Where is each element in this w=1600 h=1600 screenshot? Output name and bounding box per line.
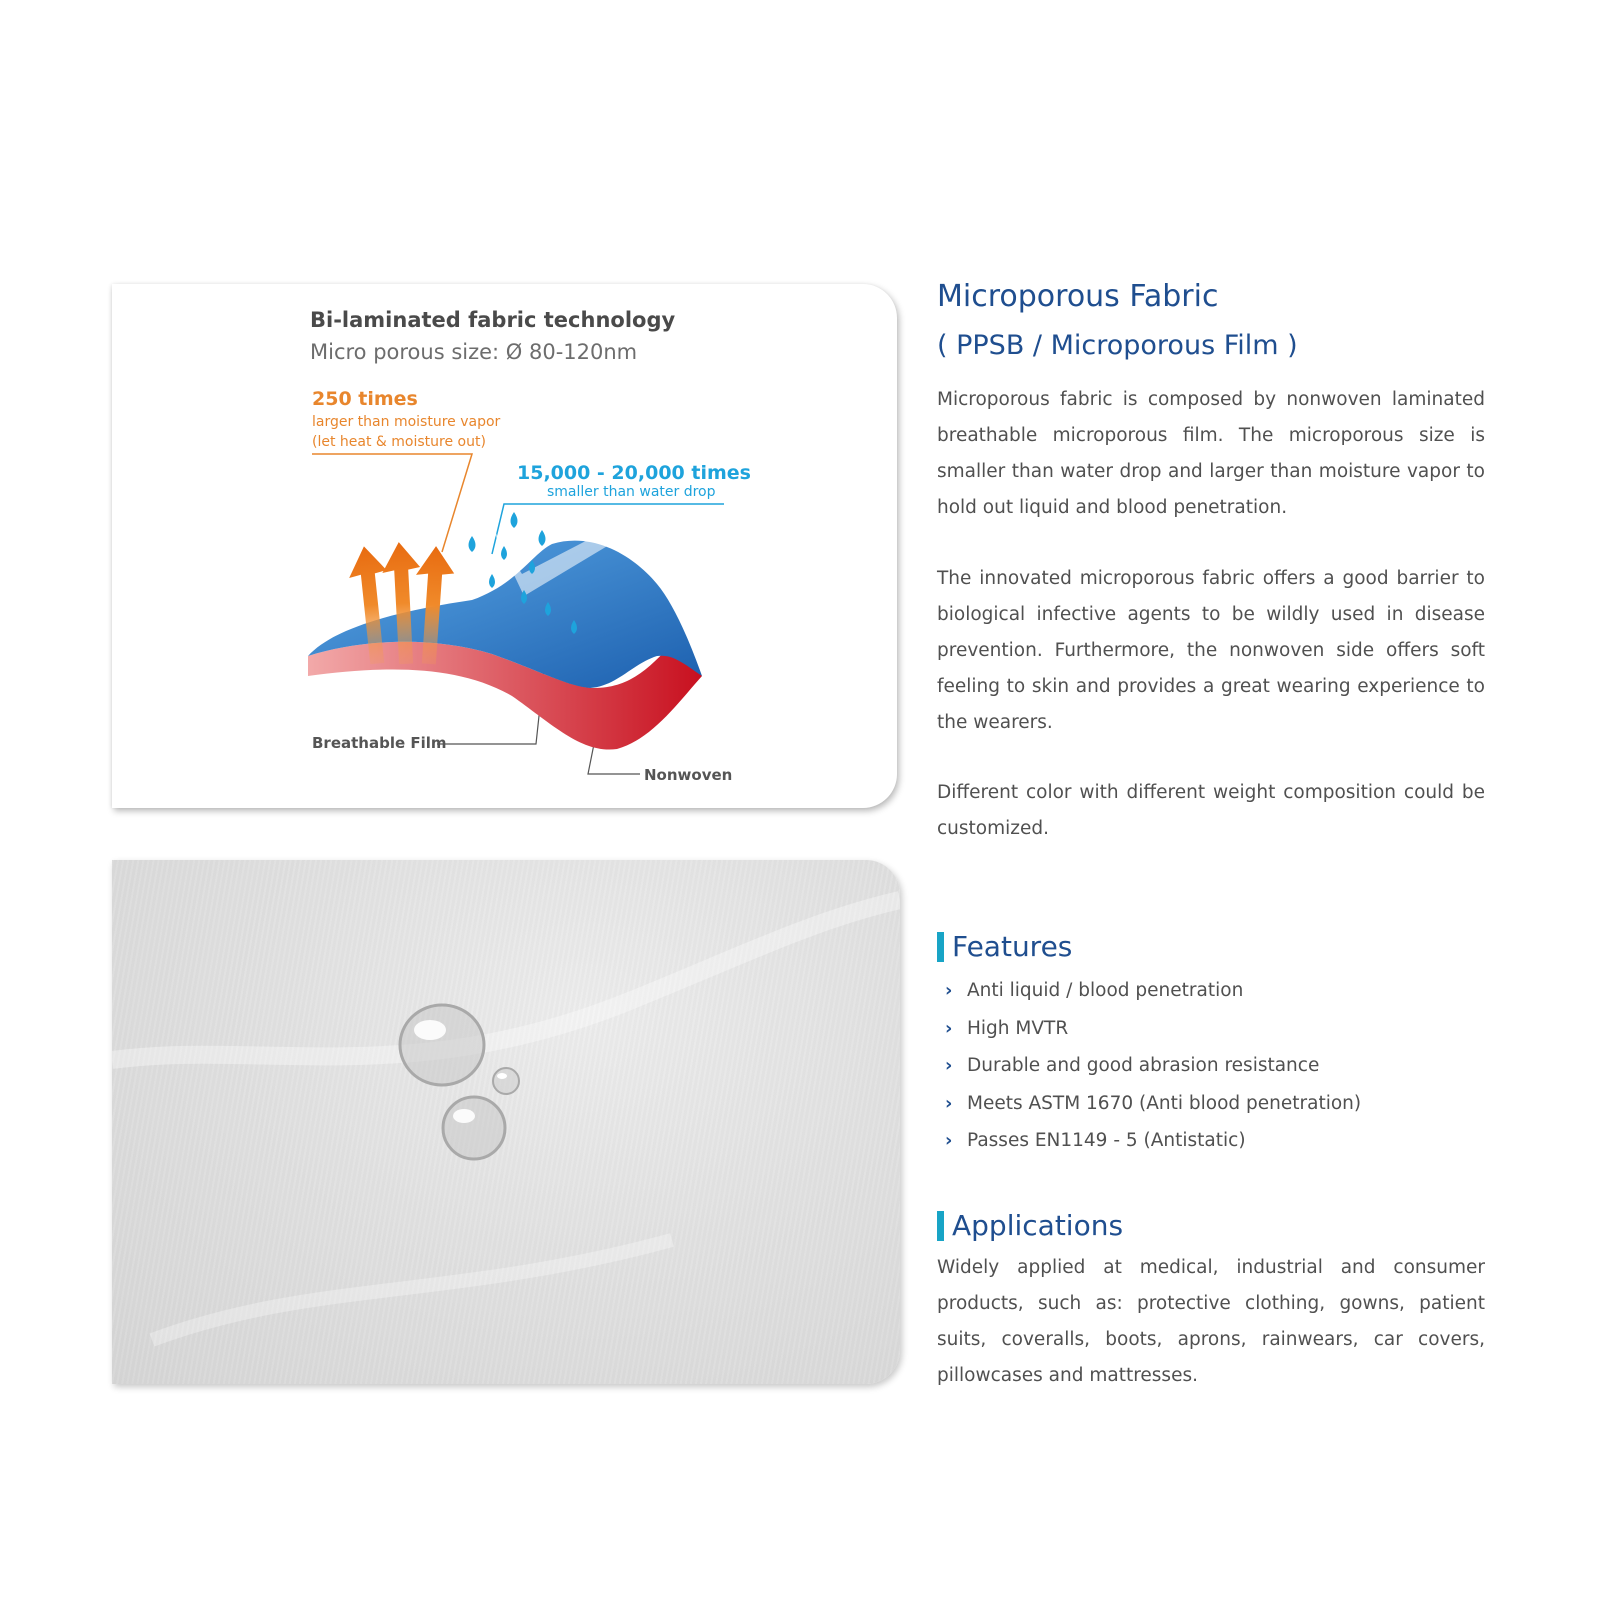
water-drop-note: smaller than water drop xyxy=(547,484,716,500)
water-droplets-illustration xyxy=(112,860,900,1384)
feature-text: Meets ASTM 1670 (Anti blood penetration) xyxy=(967,1092,1362,1114)
small-droplet xyxy=(493,1068,519,1094)
fabric-water-drops-photo xyxy=(112,860,900,1384)
feature-text: Anti liquid / blood penetration xyxy=(967,980,1244,1002)
diagram-title: Bi-laminated fabric technology xyxy=(310,308,676,332)
chevron-right-icon: › xyxy=(945,1055,953,1077)
moisture-vapor-headline: 250 times xyxy=(312,388,418,410)
diagram-subtitle: Micro porous size: Ø 80-120nm xyxy=(310,340,638,364)
breathable-film-label: Breathable Film xyxy=(312,734,447,752)
feature-text: Durable and good abrasion resistance xyxy=(967,1055,1320,1077)
chevron-right-icon: › xyxy=(945,1130,953,1152)
blue-leader-line xyxy=(492,504,724,554)
nonwoven-label: Nonwoven xyxy=(644,766,733,784)
medium-droplet xyxy=(443,1097,505,1159)
moisture-vapor-note-1: larger than moisture vapor xyxy=(312,414,501,430)
feature-text: Passes EN1149 - 5 (Antistatic) xyxy=(967,1130,1246,1152)
moisture-vapor-note-2: (let heat & moisture out) xyxy=(312,434,486,450)
applications-paragraph: Widely applied at medical, industrial and consumer products, such as: protective clothing, gowns, patient suits, coveralls, boots, aprons, rainwears, car covers, pillowcases and mattresses. xyxy=(937,1257,1485,1386)
list-item xyxy=(945,1122,1361,1160)
diagram-card xyxy=(112,284,897,808)
orange-leader-line xyxy=(312,454,472,552)
water-drop-headline: 15,000 - 20,000 times xyxy=(517,462,751,484)
list-item xyxy=(945,1085,1361,1123)
page-title: Microporous Fabric xyxy=(937,279,1219,314)
chevron-right-icon: › xyxy=(945,980,953,1002)
chevron-right-icon: › xyxy=(945,1092,953,1114)
large-droplet xyxy=(400,1005,484,1085)
features-heading: Features xyxy=(937,932,1072,962)
page-subtitle: ( PPSB / Microporous Film ) xyxy=(937,330,1298,361)
feature-text: High MVTR xyxy=(967,1017,1069,1039)
chevron-right-icon: › xyxy=(945,1017,953,1039)
features-list xyxy=(945,972,1361,1160)
list-item xyxy=(945,1047,1361,1085)
applications-heading: Applications xyxy=(937,1211,1123,1241)
list-item xyxy=(945,1010,1361,1048)
description-paragraph-3: Different color with different weight composition could be customized. xyxy=(937,782,1485,839)
description-paragraph-2: The innovated microporous fabric offers a good barrier to biological infective agents to be wildly used in disease prevention. Furthermore, the nonwoven side offers soft feeling to skin and provides a great wearing experience to the wearers. xyxy=(937,568,1485,733)
description-paragraph-1: Microporous fabric is composed by nonwoven laminated breathable microporous film. The microporous size is smaller than water drop and larger than moisture vapor to hold out liquid and blood penetration. xyxy=(937,389,1485,518)
list-item xyxy=(945,972,1361,1010)
